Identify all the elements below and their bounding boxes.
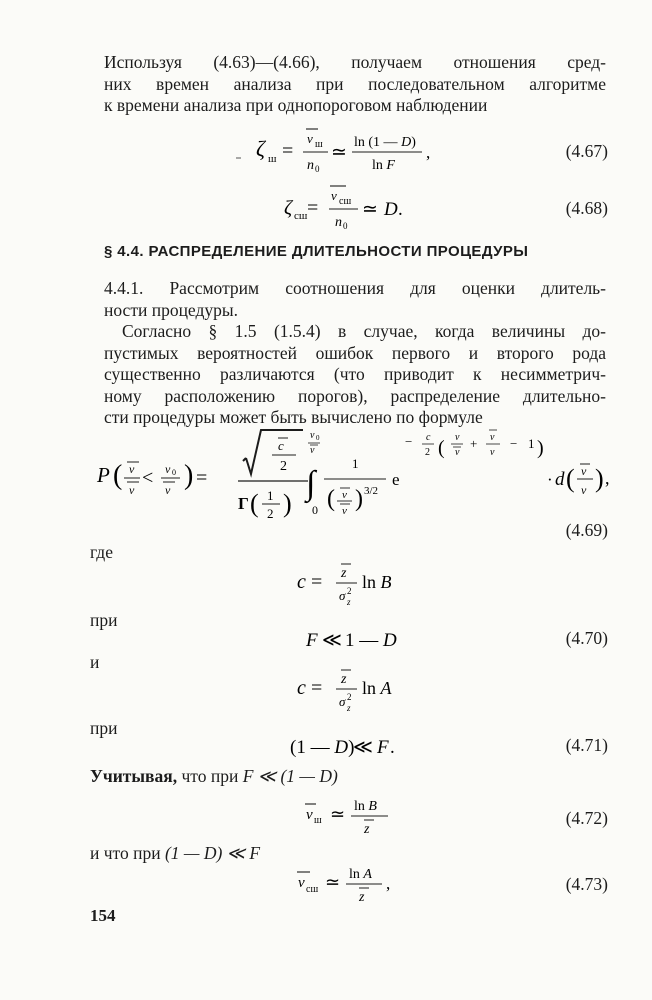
svg-text:z: z (347, 597, 351, 607)
svg-text:ln F: ln F (372, 158, 395, 173)
subsection-paragraph (104, 278, 606, 321)
word-and: и (90, 652, 100, 672)
svg-text:1: 1 (267, 488, 274, 503)
svg-text:z: z (341, 672, 347, 687)
svg-text:2: 2 (347, 692, 352, 702)
formula-zeta-ssh (0, 178, 652, 234)
svg-text:0: 0 (315, 164, 320, 174)
svg-text:ν: ν (129, 483, 135, 497)
considering-lead: Учитывая, (90, 766, 178, 786)
svg-text:ν: ν (581, 483, 587, 497)
equation-number: (4.67) (565, 141, 608, 161)
svg-text:.: . (390, 737, 395, 758)
text-line: Используя (4.63)—(4.66), получаем отношения сред- (104, 52, 606, 72)
svg-text:ν: ν (307, 131, 313, 146)
svg-text:,: , (386, 874, 391, 893)
svg-text:ν: ν (490, 432, 495, 443)
svg-text:2: 2 (347, 586, 352, 596)
and-when-text: и что при (90, 843, 165, 863)
svg-text:): ) (537, 437, 544, 459)
considering-condition: F ≪ (1 — D) (242, 766, 338, 786)
svg-text:ν: ν (342, 505, 347, 517)
svg-text:P: P (97, 463, 110, 487)
formula-zeta-sh (0, 122, 652, 178)
svg-text:F: F (377, 737, 389, 758)
text-line: к времени анализа при однопороговом наблюдении (104, 95, 488, 115)
svg-text:F: F (306, 630, 318, 651)
svg-text:сш: сш (339, 196, 352, 207)
equation-number: (4.71) (565, 735, 608, 755)
considering-line (90, 766, 610, 788)
svg-text:): ) (595, 464, 604, 493)
svg-text:ln A: ln A (362, 678, 392, 698)
svg-text:≃: ≃ (362, 199, 378, 220)
text-line: пустимых вероятностей ошибок первого и второго рода (104, 342, 606, 363)
svg-text:,: , (426, 143, 431, 162)
svg-text:ln (1 — D): ln (1 — D) (354, 135, 416, 150)
svg-text:≃: ≃ (330, 804, 346, 824)
svg-text:·: · (547, 470, 553, 489)
svg-text:ζ: ζ (256, 136, 265, 161)
equation-4-69 (0, 424, 652, 520)
body-paragraph (104, 321, 606, 429)
svg-text:+: + (470, 436, 478, 451)
equation-number: (4.72) (565, 808, 608, 828)
svg-text:ν: ν (455, 447, 460, 458)
svg-text:z: z (364, 822, 370, 837)
text-line: существенно различаются (что приводит к несимметрич- (104, 364, 606, 384)
equation-4-67 (0, 122, 652, 178)
svg-text:ln B: ln B (362, 572, 392, 592)
text-line: ности процедуры. (104, 299, 239, 320)
equation-number: (4.68) (565, 198, 608, 218)
svg-text:−: − (510, 436, 518, 451)
svg-text:0: 0 (316, 434, 320, 442)
svg-text:ν: ν (310, 445, 315, 456)
svg-text:0: 0 (172, 468, 176, 477)
svg-text:e: e (392, 470, 400, 489)
svg-text:<: < (142, 467, 154, 489)
svg-text:D: D (384, 199, 398, 220)
svg-text:=: = (311, 677, 323, 699)
svg-text:1 — D: 1 — D (345, 630, 397, 651)
svg-text:,: , (605, 468, 610, 488)
svg-text:ln A: ln A (349, 867, 372, 882)
svg-text:ш: ш (314, 815, 322, 826)
svg-text:(: ( (250, 489, 259, 518)
svg-text:ν: ν (342, 489, 347, 501)
svg-text:z: z (359, 890, 365, 905)
svg-text:ν: ν (165, 483, 171, 497)
svg-text:ν: ν (298, 875, 305, 891)
svg-text:σ: σ (339, 588, 346, 603)
svg-text:2: 2 (280, 459, 287, 474)
equation-4-70 (0, 622, 652, 656)
svg-text:=: = (307, 197, 319, 219)
svg-text:.: . (398, 199, 403, 220)
considering-text: что при (177, 766, 243, 786)
svg-text:): ) (184, 460, 194, 491)
word-when: при (90, 610, 118, 630)
svg-text:c: c (297, 571, 306, 593)
svg-text:): ) (355, 486, 363, 512)
svg-text:c: c (297, 677, 306, 699)
svg-text:0: 0 (312, 503, 318, 517)
svg-text:≪: ≪ (353, 737, 373, 758)
svg-text:(: ( (113, 460, 123, 491)
equation-4-68 (0, 178, 652, 234)
svg-text:ln B: ln B (354, 799, 377, 814)
svg-text:n: n (335, 215, 342, 230)
svg-text:ν: ν (129, 462, 135, 476)
svg-text:ν: ν (581, 464, 587, 478)
word-where: где (90, 542, 113, 562)
text-line: сти процедуры может быть вычислено по формуле (104, 407, 483, 427)
svg-text:≃: ≃ (331, 142, 347, 163)
svg-text:(1 — D): (1 — D) (290, 737, 355, 758)
svg-text:−: − (405, 434, 413, 449)
svg-text:1: 1 (352, 456, 359, 471)
svg-text:z: z (341, 566, 347, 581)
svg-text:c: c (278, 438, 284, 453)
equation-number: (4.73) (565, 874, 608, 894)
svg-text:(: ( (566, 464, 575, 493)
and-when-condition: (1 — D) ≪ F (164, 843, 261, 863)
formula-c-lnB (0, 558, 652, 608)
svg-text:3/2: 3/2 (364, 485, 379, 497)
svg-text:σ: σ (339, 694, 346, 709)
page-number: 154 (90, 906, 116, 925)
equation-4-72 (0, 792, 652, 840)
formula-duration-distribution (0, 424, 652, 520)
svg-text:≃: ≃ (325, 872, 341, 892)
svg-text:=: = (311, 571, 323, 593)
svg-text:c: c (426, 432, 431, 443)
section-heading: § 4.4. РАСПРЕДЕЛЕНИЕ ДЛИТЕЛЬНОСТИ ПРОЦЕДУРЫ (104, 243, 529, 260)
svg-text:ν: ν (306, 807, 313, 823)
svg-text:z: z (347, 703, 351, 713)
svg-text:∫: ∫ (306, 465, 316, 502)
svg-text:ν: ν (310, 430, 315, 441)
svg-text:d: d (555, 469, 565, 490)
svg-text:сш: сш (294, 210, 308, 222)
text-line: ному расположению порогов), распределение длительно- (104, 385, 606, 406)
svg-text:≪: ≪ (322, 630, 342, 651)
svg-text:ш: ш (268, 153, 277, 165)
equation-4-73 (0, 862, 652, 910)
svg-text:ν: ν (165, 462, 171, 476)
equation-number: (4.69) (565, 520, 608, 540)
svg-text:n: n (307, 158, 314, 173)
word-when: при (90, 718, 118, 738)
svg-text:2: 2 (267, 506, 274, 521)
equation-4-71 (0, 730, 652, 764)
text-line: них времен анализа при последовательном алгоритме (104, 73, 606, 94)
svg-text:сш: сш (306, 884, 319, 895)
svg-text:ν: ν (331, 188, 337, 203)
intro-paragraph (104, 52, 606, 117)
svg-text:(: ( (438, 437, 445, 459)
svg-text:ν: ν (490, 447, 495, 458)
svg-text:(: ( (327, 486, 335, 512)
text-line: 4.4.1. Рассмотрим соотношения для оценки длитель- (104, 278, 606, 298)
svg-text:ш: ш (315, 139, 323, 150)
text-line: Согласно § 1.5 (1.5.4) в случае, когда величины до- (122, 321, 606, 341)
equation-number: (4.70) (565, 628, 608, 648)
svg-text:Γ: Γ (238, 494, 249, 513)
svg-text:=: = (282, 140, 294, 162)
svg-text:0: 0 (343, 221, 348, 231)
svg-text:ζ: ζ (284, 197, 293, 219)
svg-text:ν: ν (455, 432, 460, 443)
formula-c-lnA (0, 664, 652, 714)
svg-text:): ) (283, 489, 292, 518)
svg-text:2: 2 (425, 447, 430, 458)
svg-text:1: 1 (528, 436, 535, 451)
svg-text:=: = (196, 467, 208, 489)
